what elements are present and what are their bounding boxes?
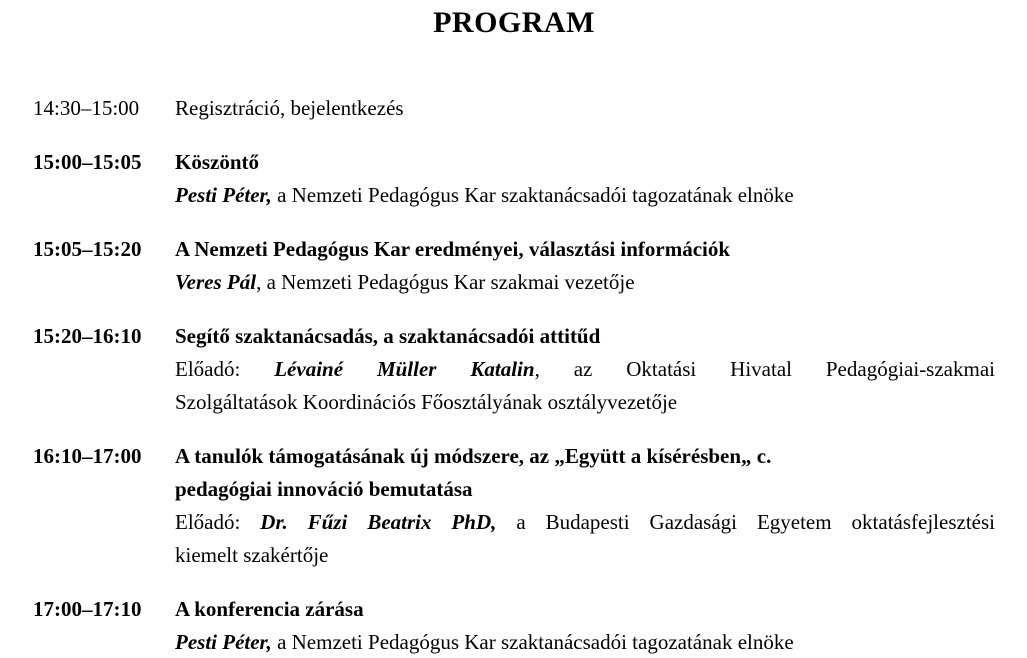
session-title: Segítő szaktanácsadás, a szaktanácsadói attitűd: [175, 324, 601, 348]
session-time: 15:00–15:05: [33, 150, 142, 174]
speaker-label: Előadó:: [175, 357, 275, 381]
session-time: 15:05–15:20: [33, 237, 142, 261]
session-title: Köszöntő: [175, 150, 259, 174]
session-content: [175, 320, 995, 419]
speaker-line-continued: Szolgáltatások Koordinációs Főosztályának osztályvezetője: [175, 390, 678, 414]
session-time: 16:10–17:00: [33, 444, 142, 468]
speaker-name: Veres Pál: [175, 270, 257, 294]
schedule-row-opening: [33, 146, 995, 212]
speaker-line: [175, 353, 995, 386]
session-title-line2: pedagógiai innováció bemutatása: [175, 477, 473, 501]
schedule-row-closing: [33, 593, 995, 658]
schedule-row-npk-results: [33, 233, 995, 299]
speaker-line-continued: kiemelt szakértője: [175, 543, 329, 567]
session-content: [175, 146, 995, 212]
session-title: Regisztráció, bejelentkezés: [175, 96, 404, 120]
session-time: 17:00–17:10: [33, 597, 142, 621]
session-title: A Nemzeti Pedagógus Kar eredményei, választási információk: [175, 237, 731, 261]
session-content: [175, 233, 995, 299]
speaker-line: [175, 626, 995, 658]
session-title-line1: A tanulók támogatásának új módszere, az „Együtt a kísérésben„ c.: [175, 444, 772, 468]
schedule-row-innovation: [33, 440, 995, 572]
speaker-name: Pesti Péter,: [175, 183, 272, 207]
session-content: [175, 593, 995, 658]
speaker-description: , az Oktatási Hivatal Pedagógiai-szakmai: [534, 357, 995, 381]
session-time: 14:30–15:00: [33, 96, 140, 120]
session-title: A konferencia zárása: [175, 597, 364, 621]
speaker-description: a Nemzeti Pedagógus Kar szaktanácsadói tagozatának elnöke: [271, 183, 794, 207]
page-title: PROGRAM: [433, 6, 595, 39]
speaker-description: a Nemzeti Pedagógus Kar szaktanácsadói tagozatának elnöke: [271, 630, 794, 654]
speaker-name: Pesti Péter,: [175, 630, 272, 654]
session-content: [175, 440, 995, 572]
speaker-name: Lévainé Müller Katalin: [274, 357, 535, 381]
speaker-line: [175, 506, 995, 539]
speaker-label: Előadó:: [175, 510, 261, 534]
speaker-description: , a Nemzeti Pedagógus Kar szakmai vezetője: [256, 270, 635, 294]
schedule-row-registration: [33, 92, 995, 125]
speaker-description: a Budapesti Gazdasági Egyetem oktatásfejlesztési: [496, 510, 995, 534]
speaker-line: [175, 266, 995, 299]
session-time: 15:20–16:10: [33, 324, 142, 348]
speaker-name: Dr. Fűzi Beatrix PhD,: [260, 510, 497, 534]
schedule-row-counselling: [33, 320, 995, 419]
speaker-line: [175, 179, 995, 212]
session-content: [175, 92, 995, 125]
